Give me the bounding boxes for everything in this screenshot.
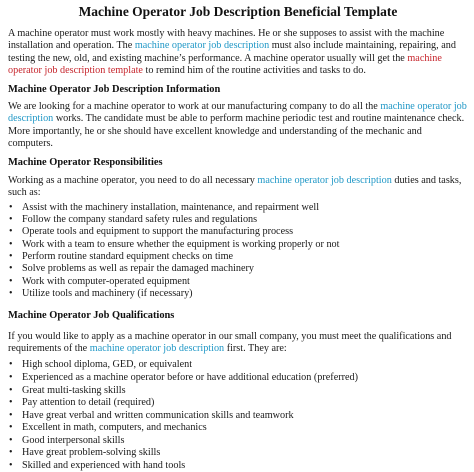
qualifications-intro — [8, 331, 468, 356]
information-paragraph — [8, 101, 468, 151]
document-title: Machine Operator Job Description Beneficial Template — [78, 4, 398, 19]
responsibilities-heading: Machine Operator Responsibilities — [8, 156, 163, 168]
qualifications-text-1: If you would like to apply as a machine operator in our small company, you must meet the qualifications and requirements of the — [8, 330, 452, 355]
list-item: • Operate tools and equipment to support the manufacturing process — [8, 226, 468, 238]
list-item: • Excellent in math, computers, and mechanics — [8, 422, 468, 435]
intro-text-2: must also include maintaining, repairing, and testing the new, old, and existing machine’s performance. A machine operator usually will get the — [8, 40, 456, 64]
list-item: • Utilize tools and machinery (if necessary) — [8, 288, 468, 300]
list-item: • Follow the company standard safety rules and regulations — [8, 214, 468, 226]
list-item: • Work with a team to ensure whether the equipment is working properly or not — [8, 239, 468, 251]
responsibilities-text-1: Working as a machine operator, you need to do all necessary — [8, 175, 258, 187]
list-item: • Great multi-tasking skills — [8, 385, 468, 398]
list-item: • Skilled and experienced with hand tools — [8, 460, 468, 472]
list-item: • Experienced as a machine operator before or have additional education (preferred) — [8, 372, 468, 385]
list-item: • Perform routine standard equipment checks on time — [8, 251, 468, 263]
responsibilities-list — [8, 202, 468, 300]
list-item: • High school diploma, GED, or equivalent — [8, 359, 468, 372]
document-page — [8, 4, 468, 472]
qualifications-list — [8, 359, 468, 472]
qualifications-job-description-link[interactable]: machine operator job description — [89, 343, 225, 355]
responsibilities-text-2: duties and tasks, such as: — [8, 175, 462, 199]
list-item: • Have great problem-solving skills — [8, 447, 468, 460]
list-item: • Work with computer-operated equipment — [8, 276, 468, 288]
information-job-description-link[interactable]: machine operator job description — [8, 101, 467, 125]
information-text-2: works. The candidate must be able to perform machine periodic test and routine maintenance check. More importantly, he or she should have excellent knowledge and understanding of the mechanic and computers. — [8, 113, 465, 150]
list-item: • Pay attention to detail (required) — [8, 397, 468, 410]
list-item: • Good interpersonal skills — [8, 435, 468, 448]
responsibilities-intro — [8, 175, 468, 200]
intro-text-1: A machine operator must work mostly with heavy machines. He or she supposes to assist with the machine installation and operation. The — [8, 28, 445, 52]
intro-template-link[interactable]: machine operator job description template — [8, 52, 442, 77]
list-item: • Have great verbal and written communication skills and teamwork — [8, 410, 468, 423]
intro-job-description-link[interactable]: machine operator job description — [134, 40, 270, 52]
responsibilities-job-description-link[interactable]: machine operator job description — [257, 175, 392, 187]
qualifications-text-2: first. They are: — [224, 343, 287, 355]
list-item: • Solve problems as well as repair the damaged machinery — [8, 263, 468, 275]
list-item: • Assist with the machinery installation, maintenance, and repairment well — [8, 202, 468, 214]
intro-paragraph — [8, 28, 468, 78]
information-text-1: We are looking for a machine operator to work at our manufacturing company to do all the — [8, 101, 381, 113]
qualifications-heading: Machine Operator Job Qualifications — [8, 310, 175, 322]
information-heading: Machine Operator Job Description Information — [8, 83, 221, 95]
intro-text-3: to remind him of the routine activities and tasks to do. — [142, 65, 366, 77]
